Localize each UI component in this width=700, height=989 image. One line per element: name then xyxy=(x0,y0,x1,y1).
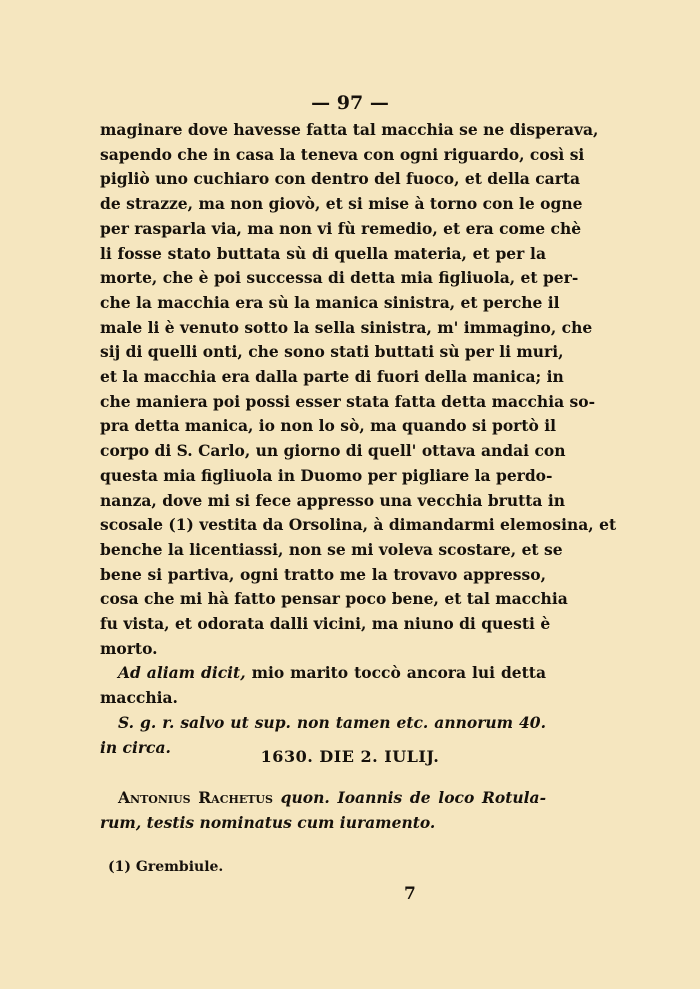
witness-line xyxy=(100,786,546,811)
text-line: li fosse stato buttata sù di quella materia, et per la xyxy=(100,243,546,263)
ad-aliam-rest: mio marito toccò ancora lui detta xyxy=(245,663,547,683)
deposition-text xyxy=(100,118,617,760)
page-number: — 97 — xyxy=(311,92,389,114)
text-line: morte, che è poi successa di detta mia figliuola, et per- xyxy=(100,268,579,288)
text-line: nanza, dove mi si fece appresso una vecchia brutta in xyxy=(100,490,566,510)
signature-mark: 7 xyxy=(404,884,416,904)
witness-entry xyxy=(100,786,546,835)
text-line: pigliò uno cuchiaro con dentro del fuoco, et della carta xyxy=(100,169,581,189)
text-line: bene si partiva, ogni tratto me la trovavo appresso, xyxy=(100,564,546,584)
sgr-line-2: in circa. xyxy=(100,737,171,757)
text-line: sij di quelli onti, che sono stati buttati sù per li muri, xyxy=(100,342,564,362)
ad-aliam-line-2: macchia. xyxy=(100,688,178,708)
text-line: fu vista, et odorata dalli vicini, ma niuno di questi è xyxy=(100,614,551,634)
text-line: corpo di S. Carlo, un giorno di quell' ottava andai con xyxy=(100,441,566,461)
text-line: cosa che mi hà fatto pensar poco bene, et tal macchia xyxy=(100,589,568,609)
text-line: male li è venuto sotto la sella sinistra, m' immagino, che xyxy=(100,317,593,337)
text-line: maginare dove havesse fatta tal macchia se ne disperava, xyxy=(100,120,599,139)
text-line: de strazze, ma non giovò, et si mise à torno con le ogne xyxy=(100,194,583,214)
text-line: questa mia figliuola in Duomo per pigliare la perdo- xyxy=(100,465,553,485)
witness-line-2: rum, testis nominatus cum iuramento. xyxy=(100,812,436,832)
text-line: sapendo che in casa la teneva con ogni riguardo, così si xyxy=(100,144,585,164)
text-line: che maniera poi possi esser stata fatta detta macchia so- xyxy=(100,391,596,411)
date-heading: 1630. DIE 2. IULIJ. xyxy=(260,747,440,766)
text-line: per rasparla via, ma non vi fù remedio, et era come chè xyxy=(100,218,582,238)
text-line: morto. xyxy=(100,638,158,658)
witness-name: Antonius Rachetus xyxy=(118,788,273,807)
footnote: (1) Grembiule. xyxy=(108,859,224,875)
ad-aliam-line xyxy=(100,661,546,686)
text-line: pra detta manica, io non lo sò, ma quando si portò il xyxy=(100,416,557,436)
text-line: che la macchia era sù la manica sinistra, et perche il xyxy=(100,292,560,312)
witness-text-1: quon. Ioannis de loco Rotula- xyxy=(272,788,547,807)
ad-aliam-italic: Ad aliam dicit, xyxy=(118,663,246,683)
text-line: scosale (1) vestita da Orsolina, à dimandarmi elemosina, et xyxy=(100,515,617,535)
text-line: benche la licentiassi, non se mi voleva scostare, et se xyxy=(100,539,563,559)
text-line: et la macchia era dalla parte di fuori della manica; in xyxy=(100,367,564,387)
sgr-line: S. g. r. salvo ut sup. non tamen etc. annorum 40. xyxy=(118,712,546,732)
